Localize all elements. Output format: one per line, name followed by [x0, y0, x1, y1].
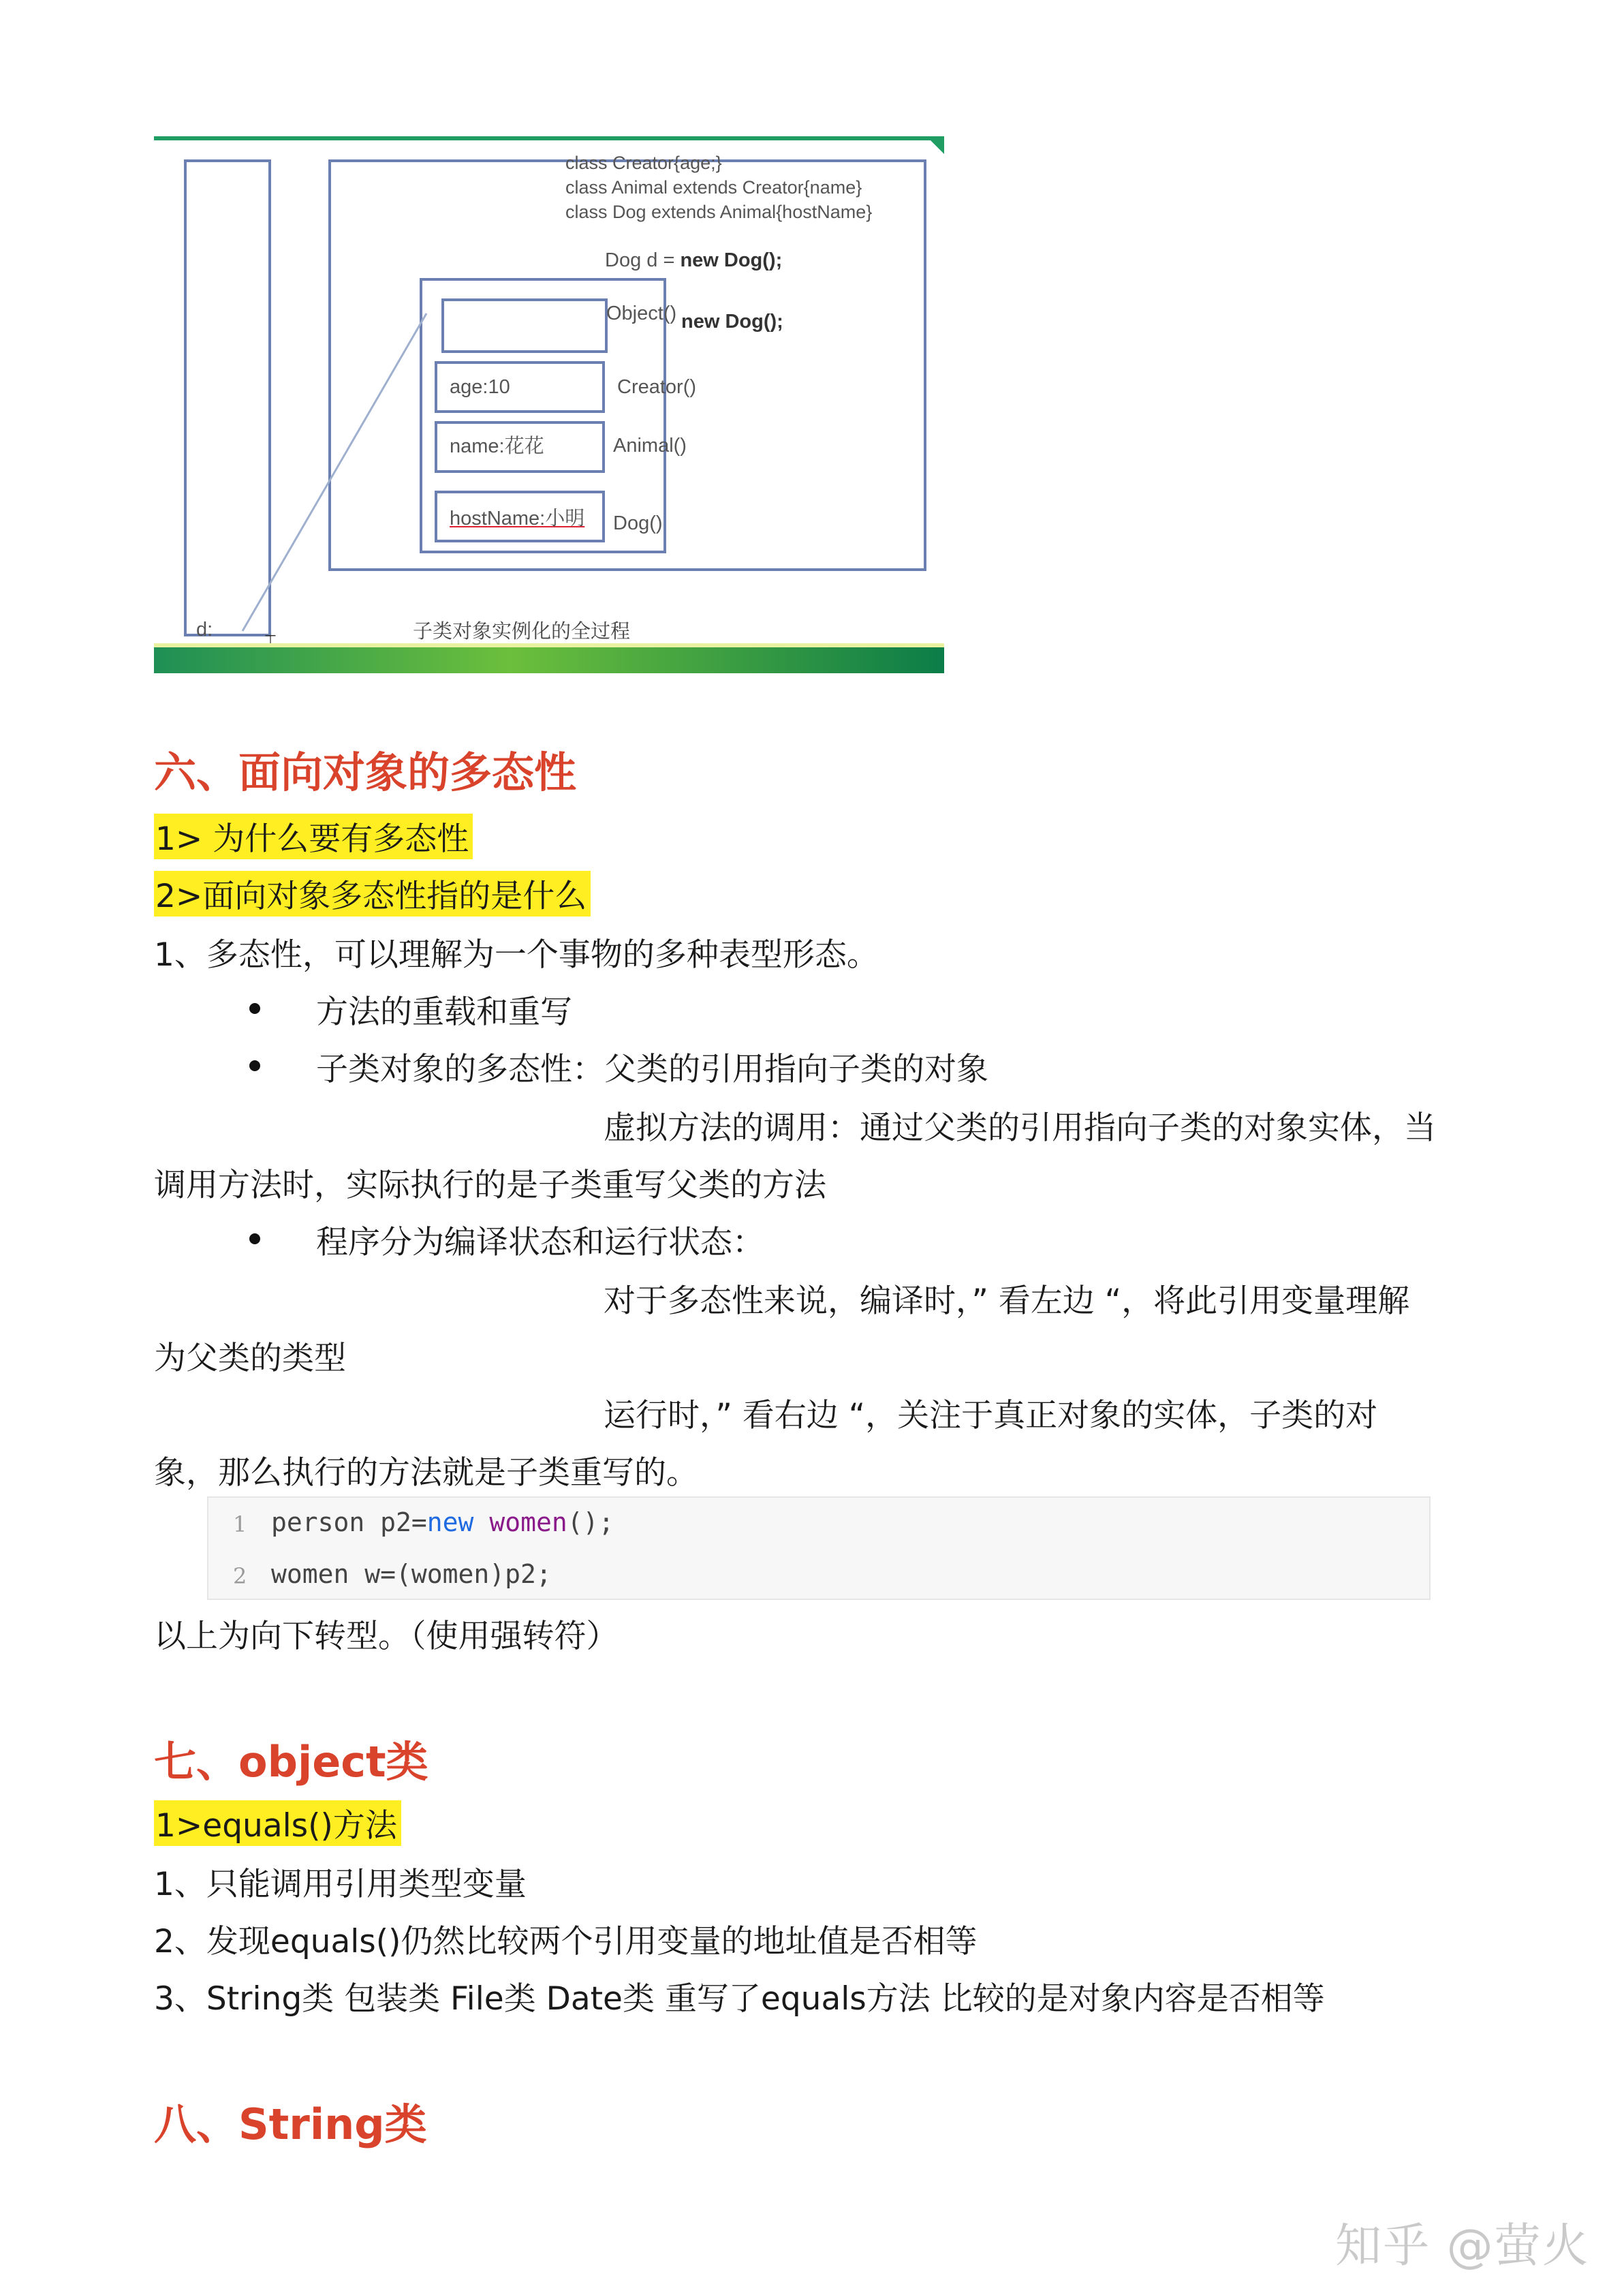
section6-title: 六、面向对象的多态性	[154, 748, 577, 797]
compile-time-line1: 对于多态性来说，编译时，” 看左边 “，将此引用变量理解	[604, 1282, 1410, 1320]
section8-title: 八、String类	[154, 2099, 427, 2149]
instantiation-diagram-image	[154, 136, 944, 673]
dog-statement: Dog d = new Dog();	[605, 249, 783, 271]
ctor-dog: Dog()	[613, 512, 663, 534]
code-line-number: 2	[233, 1563, 247, 1589]
virtual-method-line1: 虚拟方法的调用：通过父类的引用指向子类的对象实体，当	[604, 1109, 1436, 1147]
class-def-dog: class Dog extends Animal{hostName}	[565, 202, 873, 222]
class-def-animal: class Animal extends Creator{name}	[565, 177, 862, 198]
code-line-number: 1	[233, 1511, 247, 1537]
figure-bottom-bar	[154, 646, 944, 673]
equals-item-1: 1、只能调用引用类型变量	[154, 1866, 527, 1903]
virtual-method-line2: 调用方法时，实际执行的是子类重写父类的方法	[154, 1167, 826, 1204]
section6-paragraph1: 1、多态性，可以理解为一个事物的多种表型形态。	[154, 936, 879, 974]
ctor-animal: Animal()	[613, 435, 687, 457]
age-field-label: age:10	[450, 376, 510, 398]
compile-time-line2: 为父类的类型	[154, 1340, 346, 1377]
stack-var-d: d:	[196, 619, 213, 641]
new-dog-label: new Dog();	[681, 311, 783, 333]
bullet-subclass-polymorphism: 子类对象的多态性：父类的引用指向子类的对象	[316, 1051, 988, 1088]
bullet-compile-run: 程序分为编译状态和运行状态：	[316, 1224, 764, 1261]
bullet-dot-2	[249, 1060, 260, 1071]
name-field-label: name:花花	[450, 435, 544, 457]
downcast-note: 以上为向下转型。（使用强转符）	[154, 1618, 619, 1655]
section7-title: 七、object类	[154, 1737, 428, 1787]
equals-item-3: 3、String类 包装类 File类 Date类 重写了equals方法 比较的是对象内容是否相等	[154, 1980, 1325, 2018]
code-block	[207, 1496, 1431, 1600]
class-def-creator: class Creator{age;}	[565, 153, 722, 173]
code-line-1: person p2=new women();	[271, 1507, 614, 1537]
section7-sub1: 1>equals()方法	[154, 1800, 401, 1846]
hostname-field-label: hostName:小明	[450, 508, 585, 529]
code-line-2: women w=(women)p2;	[271, 1559, 552, 1589]
section6-sub2: 2>面向对象多态性指的是什么	[154, 871, 591, 917]
figure-caption: 子类对象实例化的全过程	[413, 621, 631, 643]
bullet-dot-3	[249, 1233, 260, 1244]
zhihu-watermark: 知乎 @萤火	[1335, 2219, 1590, 2273]
ctor-creator: Creator()	[617, 376, 697, 398]
section6-sub1: 1> 为什么要有多态性	[154, 814, 473, 859]
bullet-overload: 方法的重载和重写	[316, 994, 572, 1031]
equals-item-2: 2、发现equals()仍然比较两个引用变量的地址值是否相等	[154, 1923, 978, 1960]
ctor-object: Object()	[606, 303, 677, 324]
bullet-dot-1	[249, 1003, 260, 1014]
run-time-line1: 运行时，” 看右边 “，关注于真正对象的实体，子类的对	[604, 1397, 1378, 1434]
run-time-line2: 象，那么执行的方法就是子类重写的。	[154, 1454, 698, 1492]
